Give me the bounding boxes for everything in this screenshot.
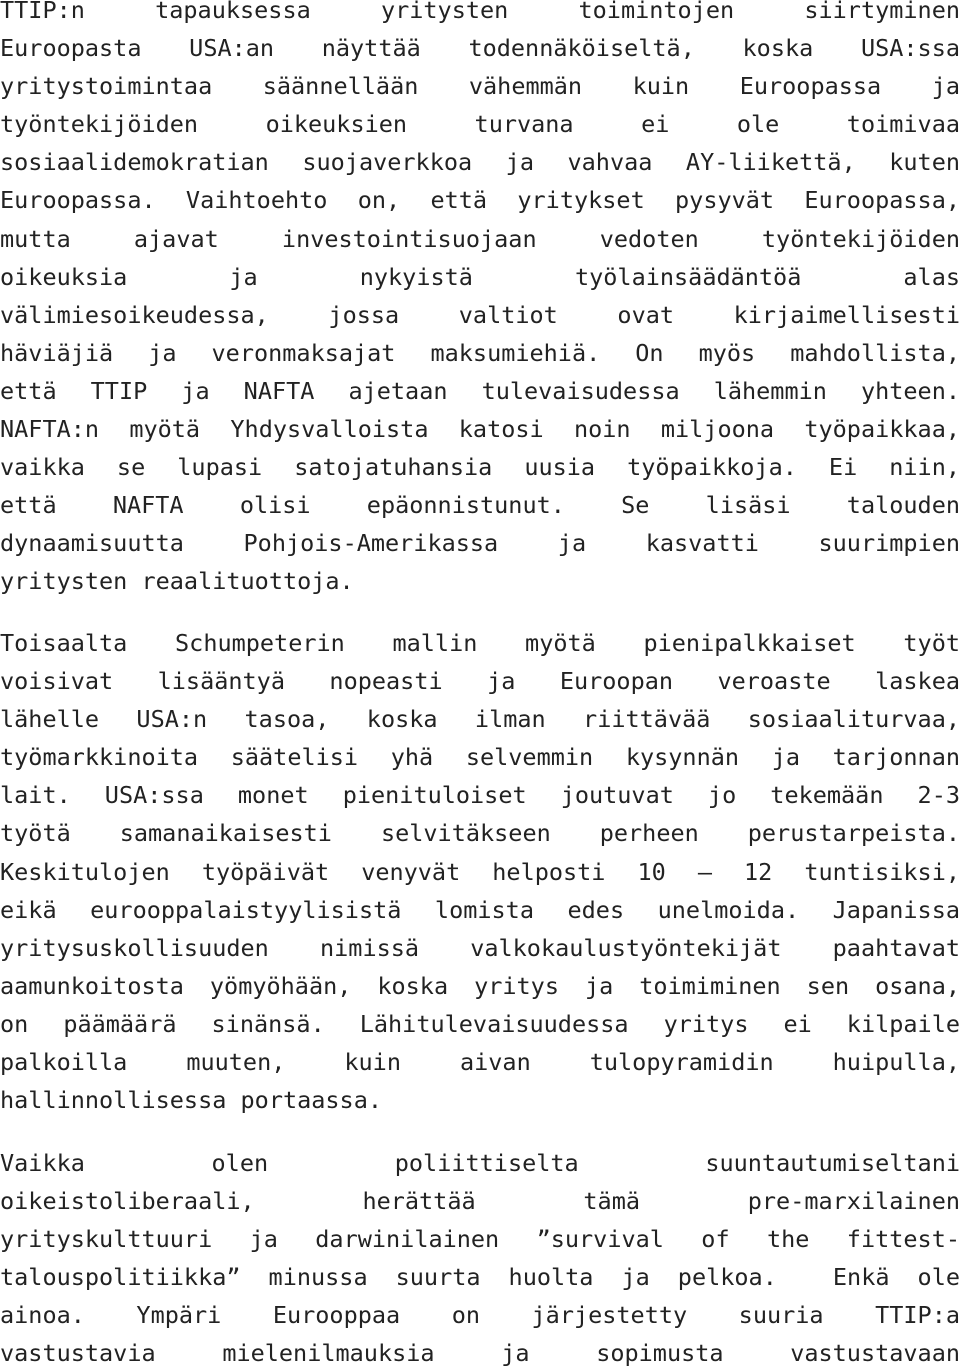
text-line: oikeistoliberaali, herättää tämä pre-marxilainen — [0, 1187, 960, 1216]
text-line: dynaamisuutta Pohjois-Amerikassa ja kasvatti suurimpien — [0, 529, 960, 558]
text-line: työmarkkinoita säätelisi yhä selvemmin kysynnän ja tarjonnan — [0, 743, 960, 772]
text-line: voisivat lisääntyä nopeasti ja Euroopan veroaste laskea — [0, 667, 960, 696]
text-line: yritysten reaalituottoja. — [0, 567, 354, 596]
text-line: yritystoimintaa säännellään vähemmän kuin Euroopassa ja — [0, 72, 960, 101]
text-line: häviäjiä ja veronmaksajat maksumiehiä. On myös mahdollista, — [0, 338, 960, 367]
text-line: oikeuksia ja nykyistä työlainsäädäntöä alas — [0, 262, 960, 291]
paragraph-schumpeter-model — [0, 629, 960, 1124]
text-line: Vaikka olen poliittiselta suuntautumiseltani — [0, 1149, 960, 1177]
paragraph-ttip-business-relocation — [0, 0, 960, 606]
text-line: lähelle USA:n tasoa, koska ilman riittävää sosiaaliturvaa, — [0, 705, 960, 734]
text-line: Euroopassa. Vaihtoehto on, että yritykset pysyvät Euroopassa, — [0, 186, 960, 215]
text-line: hallinnollisessa portaassa. — [0, 1086, 383, 1115]
text-line: että NAFTA olisi epäonnistunut. Se lisäsi talouden — [0, 491, 960, 520]
text-line: on päämäärä sinänsä. Lähitulevaisuudessa yritys ei kilpaile — [0, 1009, 960, 1038]
text-line: sosiaalidemokratian suojaverkkoa ja vahvaa AY-liikettä, kuten — [0, 148, 960, 177]
text-line: Keskitulojen työpäivät venyvät helposti 10 – 12 tuntisiksi, — [0, 857, 960, 886]
text-line: NAFTA:n myötä Yhdysvalloista katosi noin miljoona työpaikkaa, — [0, 415, 960, 444]
text-line: yritysuskollisuuden nimissä valkokaulustyöntekijät paahtavat — [0, 933, 960, 962]
text-line: aamunkoitosta yömyöhään, koska yritys ja toimiminen sen osana, — [0, 971, 960, 1000]
text-line: mutta ajavat investointisuojaan vedoten työntekijöiden — [0, 224, 960, 253]
paragraph-political-orientation — [0, 1149, 960, 1371]
text-line: vastustavia mielenilmauksia ja sopimusta vastustavaan — [0, 1339, 960, 1368]
text-line: talouspolitiikka” minussa suurta huolta ja pelkoa. Enkä ole — [0, 1263, 960, 1292]
text-line: eikä eurooppalaistyylisistä lomista edes unelmoida. Japanissa — [0, 895, 960, 924]
text-line: yrityskulttuuri ja darwinilainen ”survival of the fittest- — [0, 1225, 960, 1254]
text-line: välimiesoikeudessa, jossa valtiot ovat kirjaimellisesti — [0, 300, 960, 329]
text-line: palkoilla muuten, kuin aivan tulopyramidin huipulla, — [0, 1048, 960, 1077]
text-line: vaikka se lupasi satojatuhansia uusia työpaikkoja. Ei niin, — [0, 453, 960, 482]
text-line: että TTIP ja NAFTA ajetaan tulevaisudessa lähemmin yhteen. — [0, 376, 960, 405]
text-line: ainoa. Ympäri Eurooppaa on järjestetty suuria TTIP:a — [0, 1301, 960, 1330]
text-line: Toisaalta Schumpeterin mallin myötä pienipalkkaiset työt — [0, 629, 960, 657]
text-line: työtä samanaikaisesti selvitäkseen perheen perustarpeista. — [0, 819, 960, 848]
text-line: lait. USA:ssa monet pienituloiset joutuvat jo tekemään 2-3 — [0, 781, 960, 810]
text-line: Euroopasta USA:an näyttää todennäköiseltä, koska USA:ssa — [0, 34, 960, 63]
text-line: työntekijöiden oikeuksien turvana ei ole toimivaa — [0, 110, 960, 139]
text-line: TTIP:n tapauksessa yritysten toimintojen siirtyminen — [0, 0, 960, 24]
